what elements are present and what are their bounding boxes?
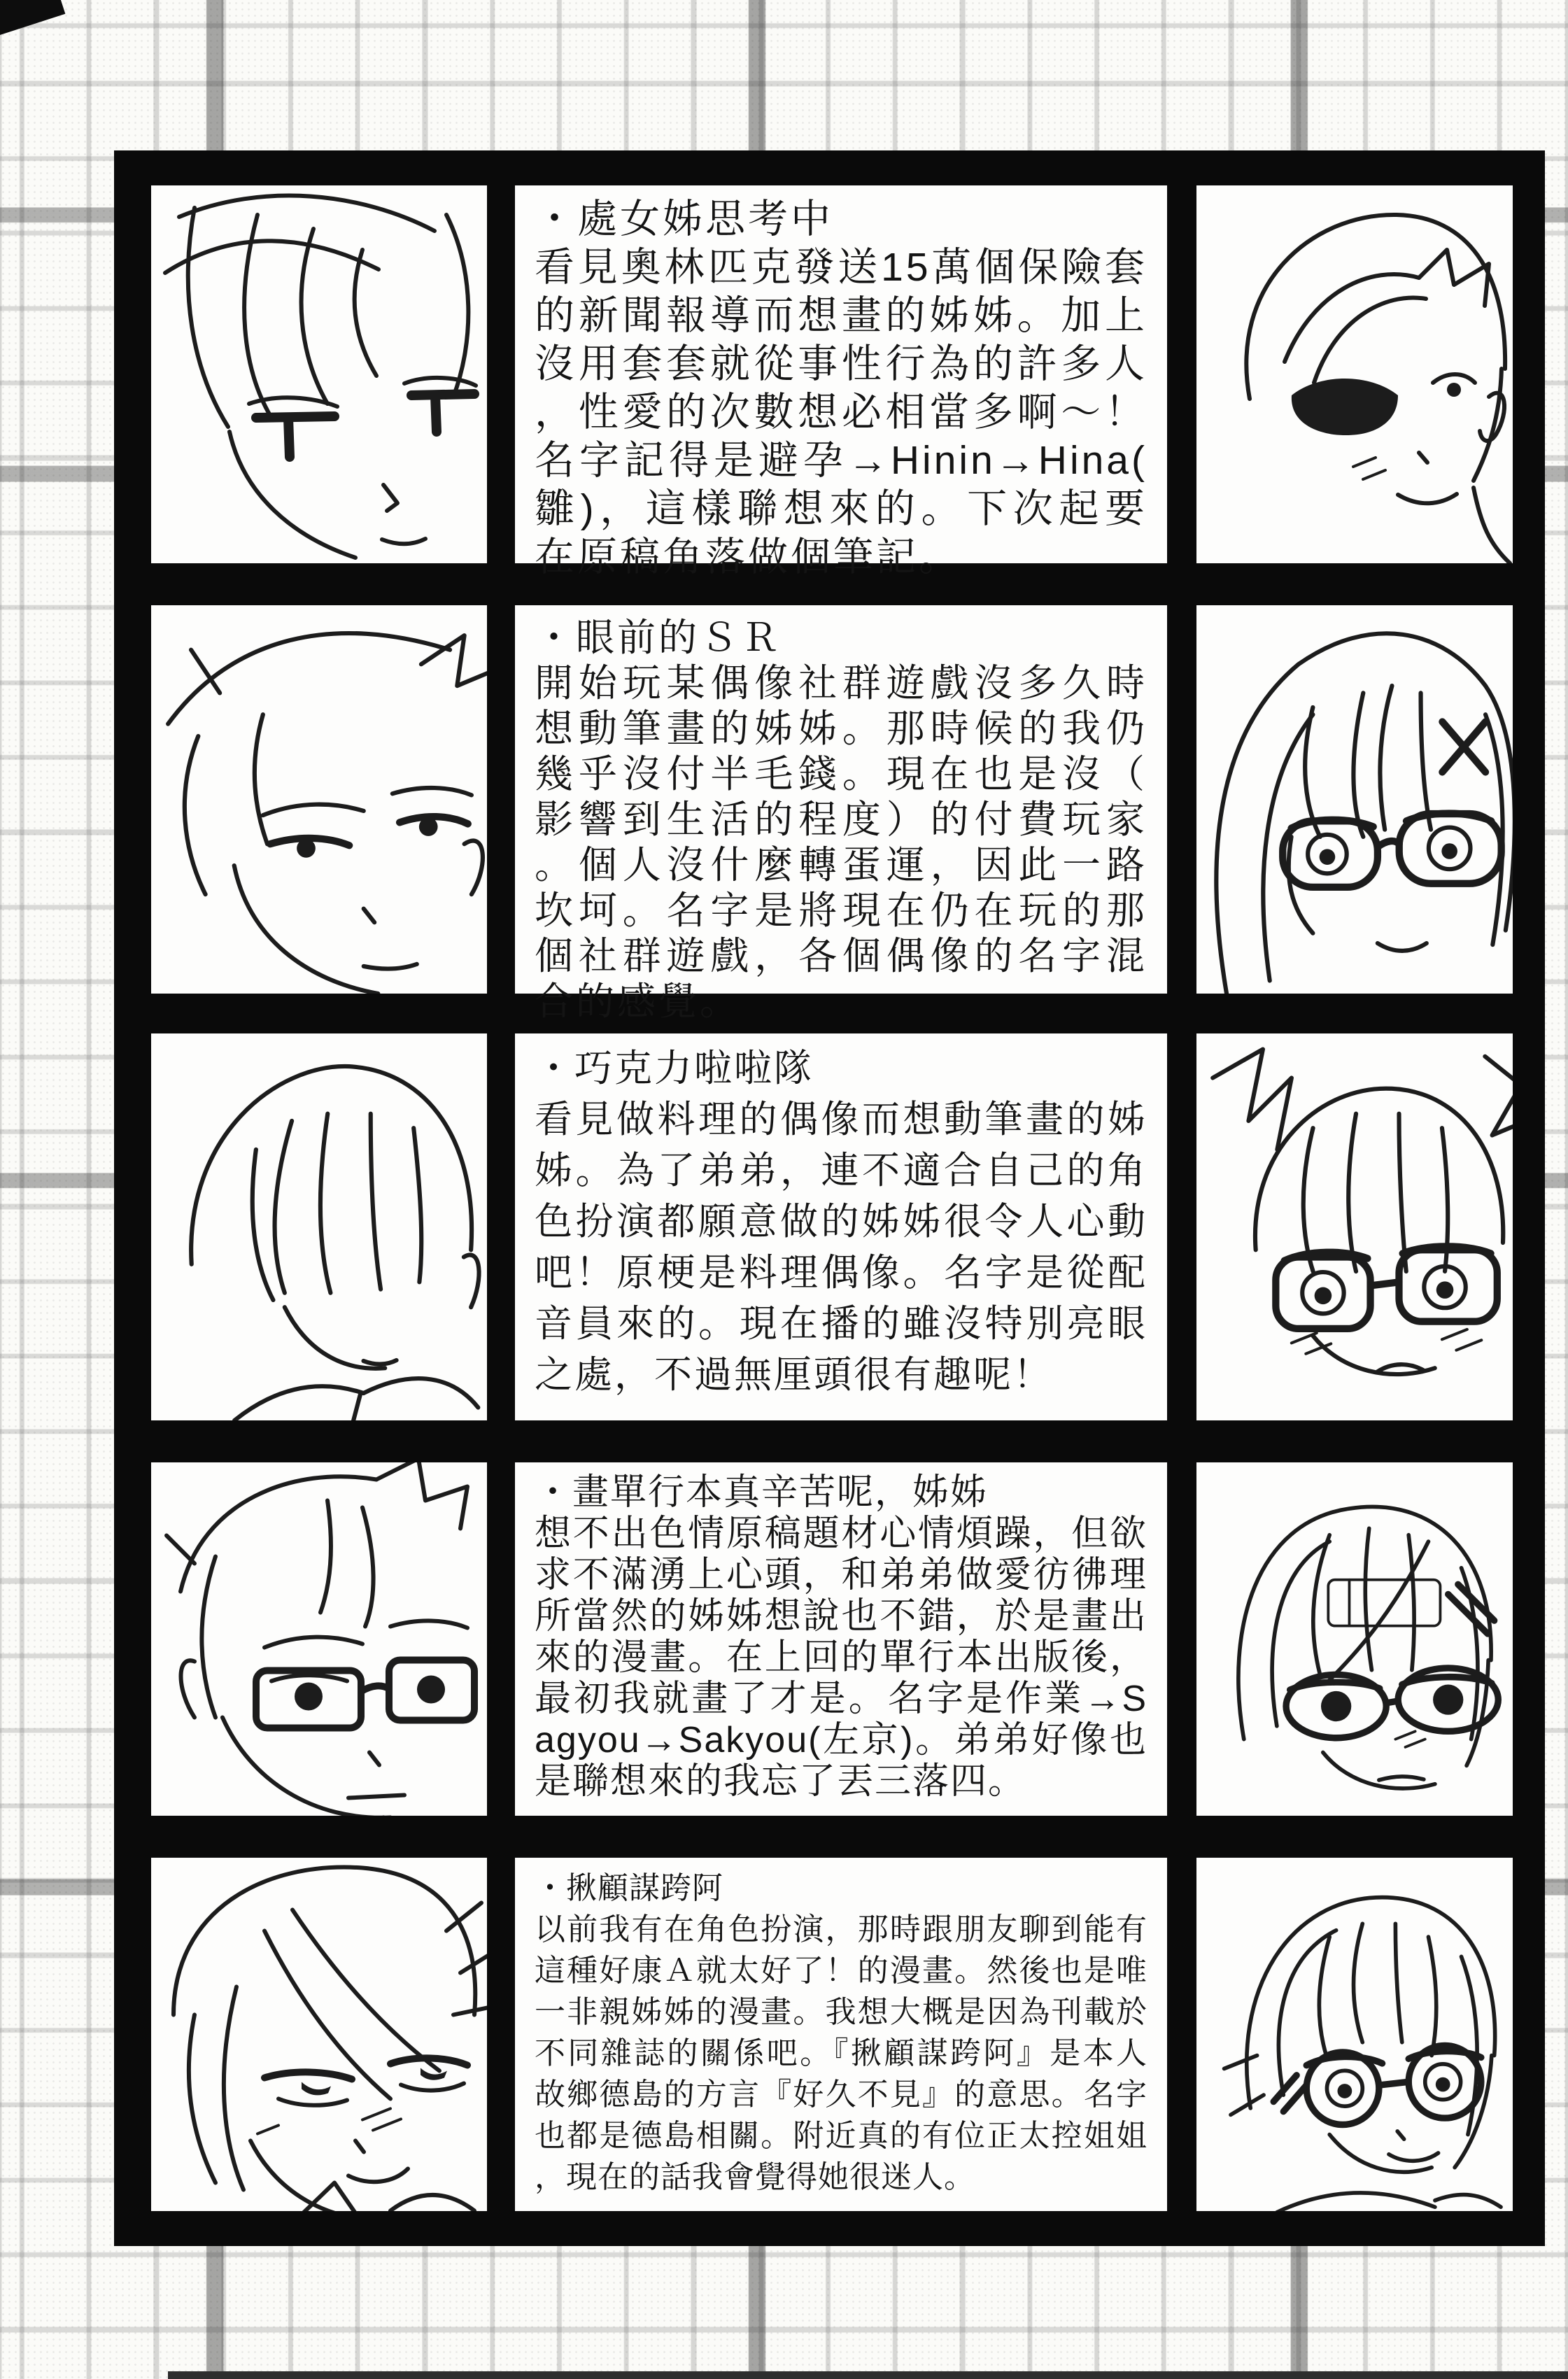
section-body: 開始玩某偶像社群遊戲沒多久時想動筆畫的姊姊。那時候的我仍幾乎沒付半毛錢。現在也是沒（影響到生活的程度）的付費玩家。個人沒什麼轉蛋運，因此一路坎坷。名字是將現在仍在玩的那個社群遊戲，各個偶像的名字混合的感覺。 (535, 661, 1147, 1023)
row4-left-portrait-box (151, 1462, 487, 1816)
row3-right-portrait-box (1196, 1033, 1513, 1420)
afterword-row-5 (114, 1858, 1545, 2211)
afterword-row-2 (114, 605, 1545, 1023)
portrait-sister-twin-tails-sketch (1196, 1033, 1513, 1420)
row2-text (515, 605, 1167, 1023)
row1-text (515, 185, 1167, 579)
section-body: 以前我有在角色扮演，那時跟朋友聊到能有這種好康Ａ就太好了！的漫畫。然後也是唯一非親姊姊的漫畫。我想大概是因為刊載於不同雜誌的關係吧。『揪顧謀跨阿』是本人故鄉德島的方言『好久不見』的意思。名字也都是德島相關。附近真的有位正太控姐姐，現在的話我會覺得她很迷人。 (535, 1912, 1147, 2194)
panel-frame (114, 150, 1545, 2246)
section-body: 想不出色情原稿題材心情煩躁，但欲求不滿湧上心頭，和弟弟做愛彷彿理所當然的姊姊想說也不錯，於是畫出來的漫畫。在上回的單行本出版後，最初我就畫了才是。名字是作業→Sagyou→Sakyou(左京)。弟弟好像也是聯想來的我忘了丟三落四。 (535, 1513, 1147, 1802)
row4-right-portrait-box (1196, 1462, 1513, 1816)
portrait-sister-long-hair-hairclip-sketch (1196, 605, 1513, 994)
portrait-sister-round-glasses-sketch (1196, 1858, 1513, 2211)
scan-corner-artifact (0, 0, 65, 38)
row1-right-portrait-box (1196, 185, 1513, 563)
afterword-row-1 (114, 185, 1545, 579)
row3-left-portrait-box (151, 1033, 487, 1420)
portrait-brother-profile-sketch (151, 185, 487, 563)
row4-text (515, 1462, 1167, 1816)
afterword-row-3 (114, 1033, 1545, 1420)
section-body: 看見奧林匹克發送15萬個保險套的新聞報導而想畫的姊姊。加上沒用套套就從事性行為的許多人，性愛的次數想必相當多啊～！名字記得是避孕→Hinin→Hina(雛)，這樣聯想來的。下次起要在原稿角落做個筆記。 (535, 245, 1147, 579)
portrait-brother-spiky-hair-sketch (151, 605, 487, 994)
scan-edge-artifact (168, 2371, 1568, 2379)
section-title: ・眼前的ＳＲ (535, 616, 783, 659)
portrait-brother-messy-hair-smirk-sketch (151, 1858, 487, 2211)
row5-text (515, 1858, 1167, 2211)
section-title: ・巧克力啦啦隊 (535, 1047, 814, 1089)
row1-left-portrait-box (151, 185, 487, 563)
row2-right-portrait-box (1196, 605, 1513, 994)
section-title: ・揪顧謀跨阿 (535, 1871, 723, 1905)
row2-left-portrait-box (151, 605, 487, 994)
portrait-brother-bowl-cut-sketch (151, 1033, 487, 1420)
portrait-sister-glasses-sketch (1196, 185, 1513, 563)
row5-right-portrait-box (1196, 1858, 1513, 2211)
portrait-brother-glasses-sketch (151, 1462, 487, 1816)
section-body: 看見做料理的偶像而想動筆畫的姊姊。為了弟弟，連不適合自己的角色扮演都願意做的姊姊很令人心動吧！原梗是料理偶像。名字是從配音員來的。現在播的雖沒特別亮眼之處，不過無厘頭很有趣呢！ (535, 1099, 1147, 1396)
section-title: ・處女姊思考中 (535, 197, 833, 241)
row3-text (515, 1033, 1167, 1420)
row5-left-portrait-box (151, 1858, 487, 2211)
portrait-sister-forehead-patch-sketch (1196, 1462, 1513, 1816)
section-title: ・畫單行本真辛苦呢，姊姊 (535, 1472, 989, 1513)
afterword-row-4 (114, 1462, 1545, 1816)
